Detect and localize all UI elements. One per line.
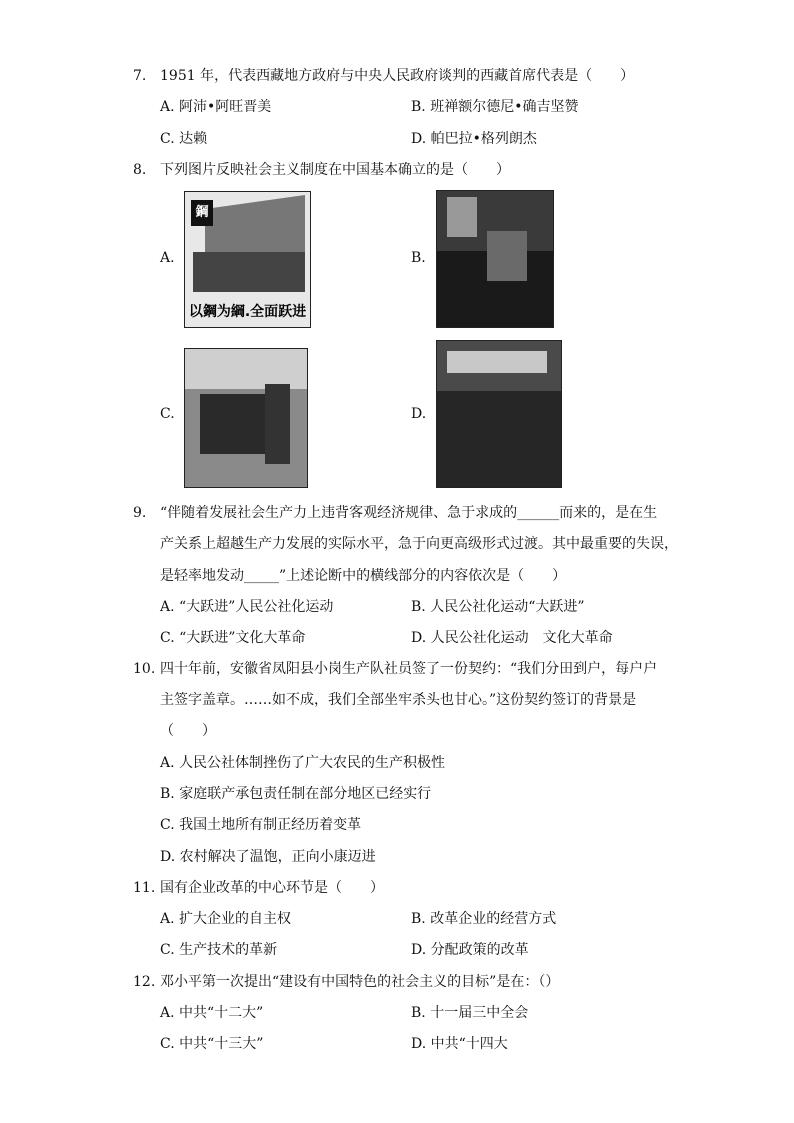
question-7-number: 7. bbox=[133, 68, 147, 84]
question-9-option-d[interactable]: D. 人民公社化运动 文化大革命 bbox=[411, 630, 613, 646]
photo-b-figure-shape bbox=[487, 231, 527, 281]
question-12-option-c[interactable]: C. 中共“十三大” bbox=[160, 1036, 264, 1052]
question-9-option-b[interactable]: B. 人民公社化运动“大跃进” bbox=[411, 599, 585, 615]
question-8-photo-b[interactable] bbox=[436, 190, 554, 328]
question-10-number: 10. bbox=[133, 661, 156, 677]
photo-b-sign-shape bbox=[447, 197, 477, 237]
question-7-option-d[interactable]: D. 帕巴拉•格列朗杰 bbox=[411, 131, 537, 147]
question-7-option-a[interactable]: A. 阿沛•阿旺晋美 bbox=[160, 99, 272, 115]
photo-c-sky-shape bbox=[185, 349, 307, 389]
question-12-option-a[interactable]: A. 中共“十二大” bbox=[160, 1005, 264, 1021]
question-12-option-b[interactable]: B. 十一届三中全会 bbox=[411, 1005, 529, 1021]
question-10-option-c[interactable]: C. 我国土地所有制正经历着变革 bbox=[160, 817, 362, 833]
question-10-stem-line-2: 主签字盖章。……如不成，我们全部坐牢杀头也甘心。”这份契约签订的背景是 bbox=[160, 692, 637, 708]
question-8-number: 8. bbox=[133, 162, 147, 178]
photo-d-banner-shape bbox=[447, 351, 547, 373]
photo-c-farmer-shape bbox=[265, 384, 290, 464]
question-11-option-b[interactable]: B. 改革企业的经营方式 bbox=[411, 911, 557, 927]
question-8-photo-d[interactable] bbox=[436, 340, 562, 488]
question-8-option-c-label[interactable]: C. bbox=[160, 406, 175, 422]
question-9-stem-line-1: “伴随着发展社会生产力上违背客观经济规律、急于求成的______而来的，是在生 bbox=[160, 505, 658, 521]
question-11-number: 11. bbox=[133, 880, 156, 896]
poster-steel-character: 鋼 bbox=[191, 200, 213, 226]
question-8-photo-c[interactable] bbox=[184, 348, 308, 488]
question-12-option-d[interactable]: D. 中共“十四大 bbox=[411, 1036, 508, 1052]
photo-d-crowd-shape bbox=[437, 391, 561, 487]
question-11-option-c[interactable]: C. 生产技术的革新 bbox=[160, 942, 278, 958]
question-8-stem: 下列图片反映社会主义制度在中国基本确立的是（ ） bbox=[160, 162, 510, 178]
question-10-option-b[interactable]: B. 家庭联产承包责任制在部分地区已经实行 bbox=[160, 786, 432, 802]
question-11-stem: 国有企业改革的中心环节是（ ） bbox=[160, 880, 384, 896]
question-8-option-d-label[interactable]: D. bbox=[411, 406, 427, 422]
question-8-photo-a-poster[interactable] bbox=[184, 191, 311, 328]
poster-caption: 以鋼为綱.全面跃进 bbox=[188, 304, 307, 320]
question-7-stem: 1951 年，代表西藏地方政府与中央人民政府谈判的西藏首席代表是（ ） bbox=[160, 68, 635, 84]
question-10-stem-line-3: （ ） bbox=[160, 723, 216, 739]
question-10-stem-line-1: 四十年前，安徽省凤阳县小岗生产队社员签了一份契约：“我们分田到户，每户户 bbox=[160, 661, 658, 677]
photo-c-ox-shape bbox=[200, 394, 270, 454]
question-11-option-a[interactable]: A. 扩大企业的自主权 bbox=[160, 911, 292, 927]
poster-crowd-shape bbox=[193, 252, 305, 292]
question-12-number: 12. bbox=[133, 974, 156, 990]
question-10-option-a[interactable]: A. 人民公社体制挫伤了广大农民的生产积极性 bbox=[160, 755, 446, 771]
question-11-option-d[interactable]: D. 分配政策的改革 bbox=[411, 942, 529, 958]
question-8-option-a-label[interactable]: A. bbox=[160, 250, 175, 266]
question-7-option-c[interactable]: C. 达赖 bbox=[160, 131, 208, 147]
question-9-number: 9. bbox=[133, 505, 147, 521]
question-9-stem-line-3: 是轻率地发动_____”上述论断中的横线部分的内容依次是（ ） bbox=[160, 568, 567, 584]
question-9-option-c[interactable]: C. “大跃进”文化大革命 bbox=[160, 630, 306, 646]
question-12-stem: 邓小平第一次提出“建设有中国特色的社会主义的目标”是在：（） bbox=[160, 974, 560, 990]
question-9-stem-line-2: 产关系上超越生产力发展的实际水平，急于向更高级形式过渡。其中最重要的失误， bbox=[160, 536, 678, 552]
question-9-option-a[interactable]: A. “大跃进”人民公社化运动 bbox=[160, 599, 334, 615]
question-8-option-b-label[interactable]: B. bbox=[411, 250, 426, 266]
question-7-option-b[interactable]: B. 班禅额尔德尼•确吉坚赞 bbox=[411, 99, 579, 115]
question-10-option-d[interactable]: D. 农村解决了温饱，正向小康迈进 bbox=[160, 849, 376, 865]
